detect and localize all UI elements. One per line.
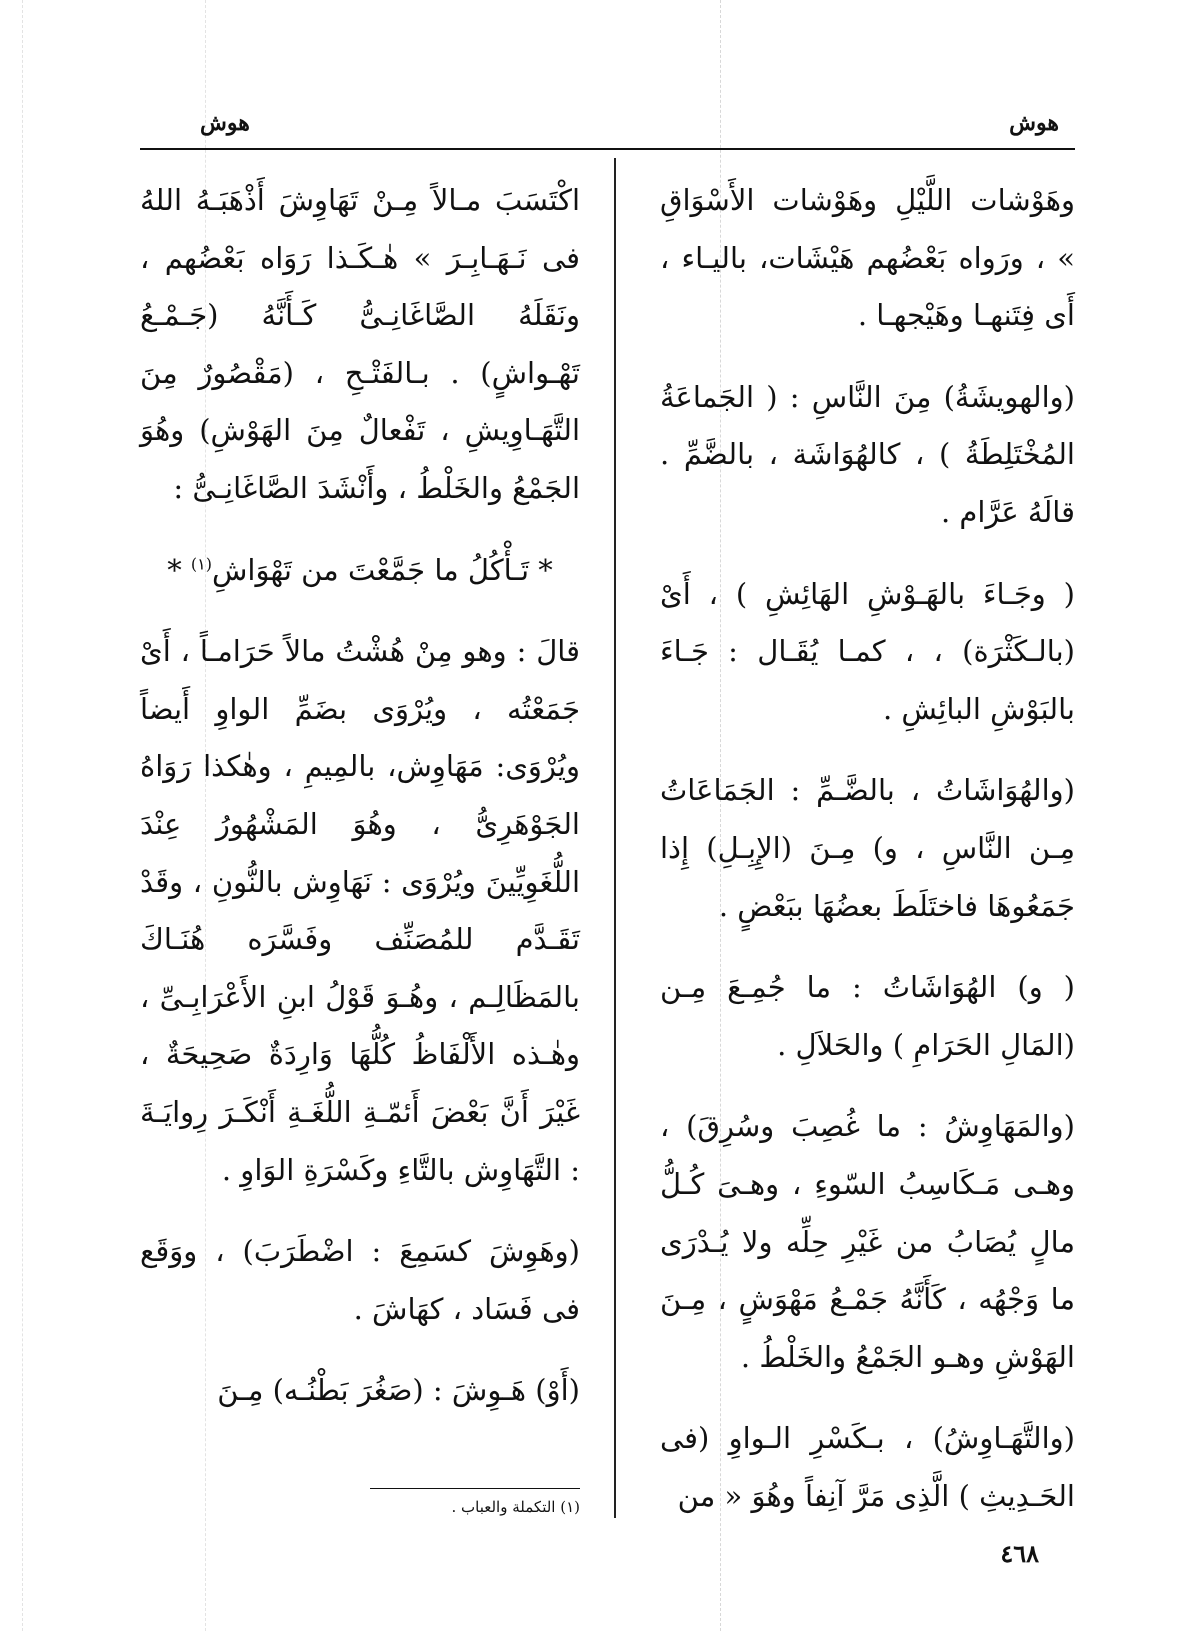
running-headword-right: هوش xyxy=(1009,110,1059,136)
paragraph: قالَ : وهو مِنْ هُشْتُ مالاً حَرَامـاً ، أَىْ جَمَعْتُه ، ويُرْوَى بضَمِّ الواوِ أَيضاً ويُرْوَى: مَهَاوِش، بالمِيمِ ، وهٰكذا رَوَاهُ الجَوْهَرِىُّ ، وهُوَ المَشْهُورُ عِنْدَ اللُّغَوِيِّينَ ويُرْوَى : نَهَاوِش بالنُّونِ ، وقَدْ تَقَـدَّم للمُصَنِّف وفَسَّرَه هُنَـاكَ بالمَظَالِـم ، وهُـوَ قَوْلُ ابنِ الأَعْرَابِـىِّ ، وهٰـذه الأَلْفَاظُ كُلُّهَا وَارِدَةٌ صَحِيحَةٌ ، غَيْرَ أَنَّ بَعْضَ أَئمّـةِ اللُّغَـةِ أَنْكَـرَ رِوايَـةَ : التَّهَاوِش بالتَّاءِ وكَسْرَةِ الوَاوِ . xyxy=(140,634,580,1187)
left-column xyxy=(140,172,580,1444)
paragraph: (والهويشَةُ) مِنَ النَّاسِ : ( الجَماعَةُ المُخْتَلِطَةُ ) ، كالهُوَاشَة ، بالضَّمِّ . قالَهُ عَرَّام . xyxy=(660,379,1075,529)
right-column xyxy=(660,172,1075,1549)
verse-end-mark: * xyxy=(167,552,191,587)
page-number: ٤٦٨ xyxy=(1000,1539,1039,1568)
footnote: (١) التكملة والعباب . xyxy=(451,1498,580,1516)
paragraph: (والهُوَاشَاتُ ، بالضَّـمِّ : الجَمَاعَاتُ مِـن النَّاسِ ، و) مِـنَ (الإِبِـلِ) إِذا جَمَعُوهَا فاختَلَطَ بعضُهَا ببَعْضٍ . xyxy=(660,773,1075,923)
paragraph: (والمَهَاوِشُ : ما غُصِبَ وسُرِقَ) ، وهـى مَـكَاسِبُ السّوءِ ، وهـىَ كُـلُّ مالٍ يُصَابُ من غَيْرِ حِلِّه ولا يُـدْرَى ما وَجْهُه ، كَأَنَّهُ جَمْـعُ مَهْوَشٍ ، مِـنَ الهَوْشِ وهـو الجَمْعُ والخَلْطُ . xyxy=(660,1109,1075,1374)
paragraph: (أَوْ) هَـوِشَ : (صَغُرَ بَطْنُـه) مِـنَ xyxy=(217,1373,580,1408)
paragraph: ( و) الهُوَاشَاتُ : ما جُمِـعَ مِـن (المَالِ الحَرَامِ ) والحَلاَلِ . xyxy=(660,970,1075,1062)
verse-text: * تَـأْكُلُ ما جَمَّعْتَ من تَهْوَاشِ xyxy=(212,552,553,587)
paragraph: (والتَّهَـاوِشُ) ، بـكَسْرِ الـواوِ (فى الحَـدِيثِ ) الَّذِى مَرَّ آنِفاً وهُوَ « من xyxy=(660,1421,1075,1513)
verse-line xyxy=(140,542,580,600)
running-headword-left: هوش xyxy=(200,110,250,136)
paragraph: (وهَوِشَ كسَمِعَ : اضْطَرَبَ) ، ووَقَع فى فَسَاد ، كهَاشَ . xyxy=(140,1234,580,1326)
header-rule xyxy=(140,148,1075,150)
footnote-rule xyxy=(370,1488,580,1489)
column-divider xyxy=(614,158,616,1518)
scan-guide-line xyxy=(22,0,23,1631)
footnote-reference: (١) xyxy=(190,553,213,573)
paragraph: ( وجَـاءَ بالهَـوْشِ الهَائِشِ ) ، أَىْ (بالـكَثْرَة) ، ، كمـا يُقَـال : جَـاءَ بالبَوْشِ البائِشِ . xyxy=(660,576,1075,726)
paragraph: اكْتَسَبَ مـالاً مِـنْ تَهَاوِشَ أَذْهَبَـهُ اللهُ فى نَـهَـابِـرَ » هٰـكَـذا رَوَاه بَعْضُهم ، ونَقَلَهُ الصَّاغَانِـىُّ كَـأَنَّهُ (جَـمْـعُ تَهْـواشٍ) . بـالفَتْـحِ ، (مَقْصُورٌ مِنَ التَّهَـاوِيشِ ، تَفْعالٌ مِنَ الهَوْشِ) وهُوَ الجَمْعُ والخَلْطُ ، وأَنْشَدَ الصَّاغَانِـىُّ : xyxy=(140,183,580,505)
paragraph: وهَوْشات اللَّيْلِ وهَوْشات الأَسْوَاقِ » ، ورَواه بَعْضُهم هَيْشَات، باليـاء ، أَى فِتَنهـا وهَيْجهـا . xyxy=(660,183,1075,333)
